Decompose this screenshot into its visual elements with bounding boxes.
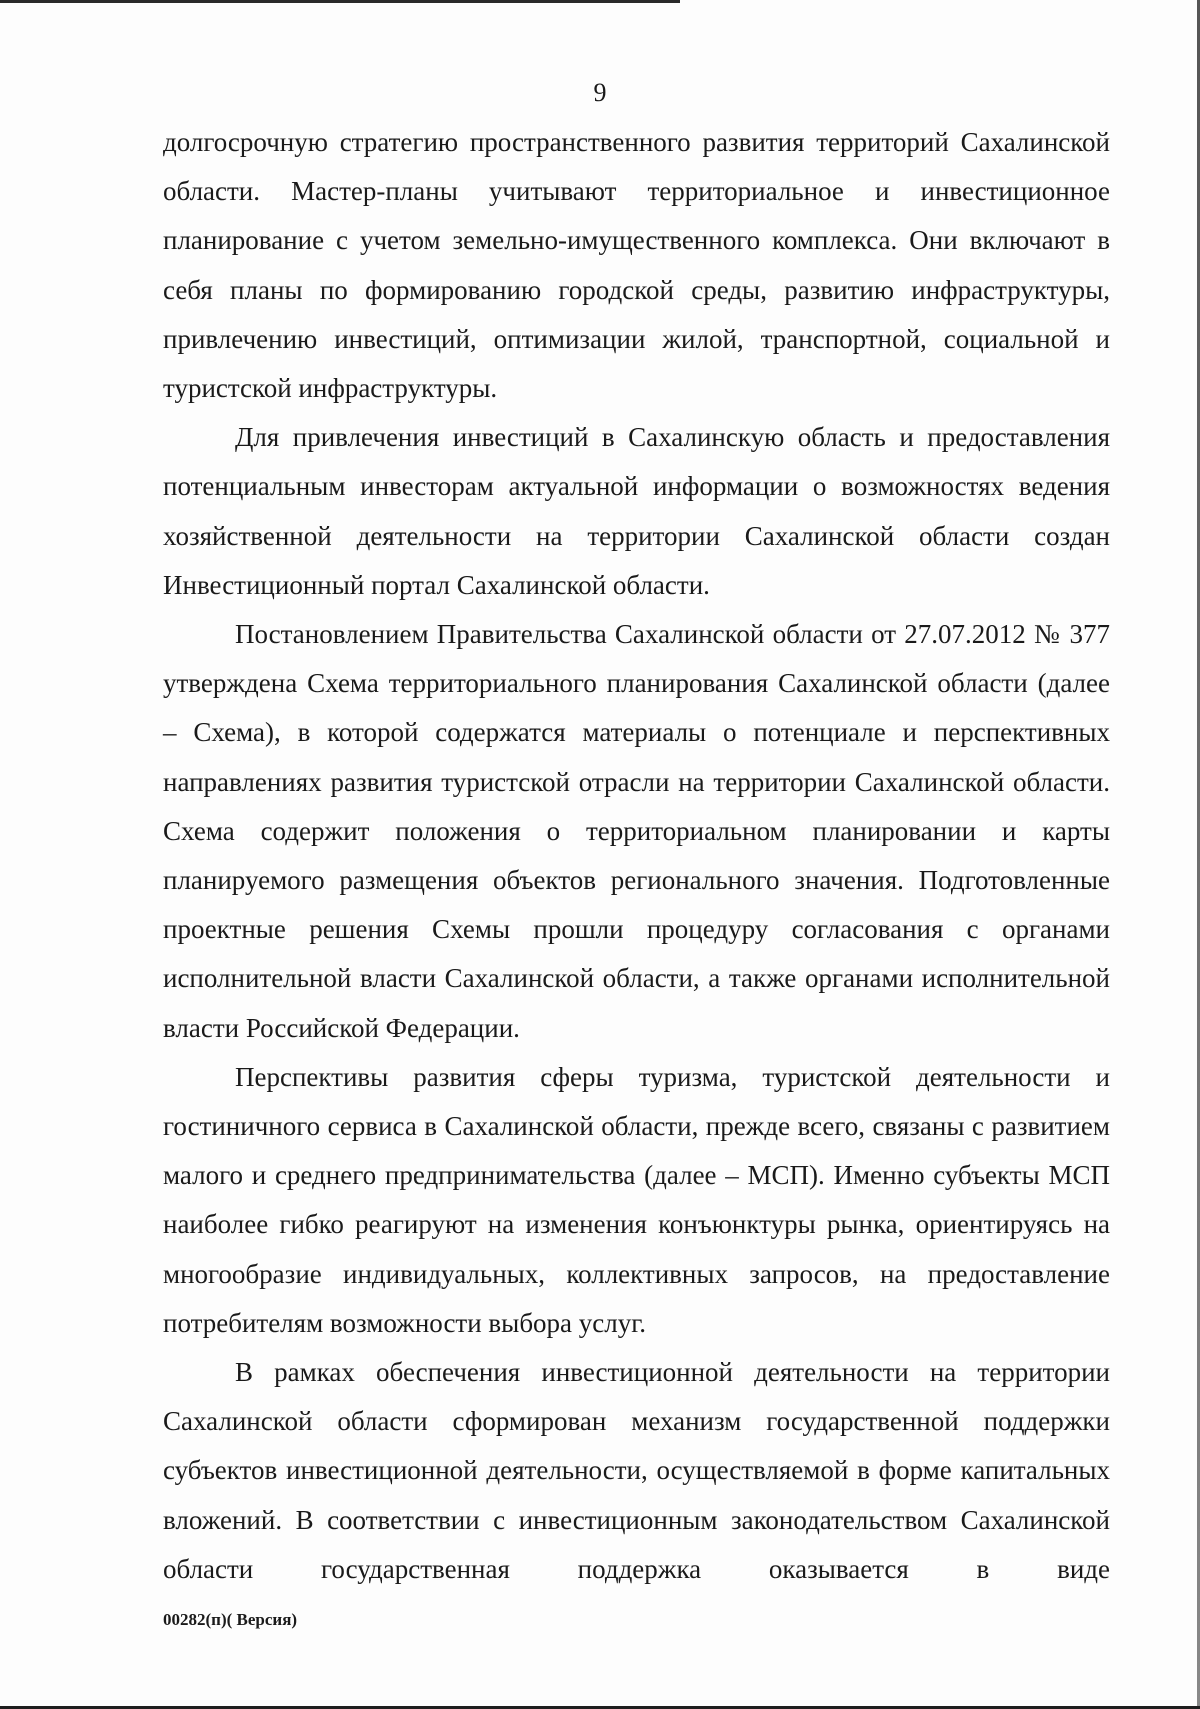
paragraph-continuation: долгосрочную стратегию пространственного развития территорий Сахалинской области. Мастер-планы учитывают территориальное и инвестиционное планирование с учетом земельно-имущественного комплекса. Они включают в себя планы по формированию городской среды, развитию инфраструктуры, привлечению инвестиций, оптимизации жилой, транспортной, социальной и туристской инфраструктуры. — [163, 127, 1110, 404]
scan-edge-top — [0, 0, 680, 3]
footer-document-code: 00282(п)( Версия) — [163, 1610, 298, 1629]
page-number: 9 — [593, 78, 607, 107]
paragraph-investment-portal: Для привлечения инвестиций в Сахалинскую область и предоставления потенциальным инвесторам актуальной информации о возможностях ведения хозяйственной деятельности на территории Сахалинской области создан Инвестиционный портал Сахалинской области. — [163, 422, 1110, 600]
document-body — [163, 118, 1110, 1594]
paragraph-state-support: В рамках обеспечения инвестиционной деятельности на территории Сахалинской области сформирован механизм государственной поддержки субъектов инвестиционной деятельности, осуществляемой в форме капитальных вложений. В соответствии с инвестиционным законодательством Сахалинской области государственная поддержка оказывается в виде — [163, 1357, 1110, 1584]
paragraph-territorial-planning-scheme: Постановлением Правительства Сахалинской области от 27.07.2012 № 377 утверждена Схема территориального планирования Сахалинской области (далее – Схема), в которой содержатся материалы о потенциале и перспективных направлениях развития туристской отрасли на территории Сахалинской области. Схема содержит положения о территориальном планировании и карты планируемого размещения объектов регионального значения. Подготовленные проектные решения Схемы прошли процедуру согласования с органами исполнительной власти Сахалинской области, а также органами исполнительной власти Российской Федерации. — [163, 619, 1110, 1043]
paragraph-tourism-prospects: Перспективы развития сферы туризма, туристской деятельности и гостиничного сервиса в Сахалинской области, прежде всего, связаны с развитием малого и среднего предпринимательства (далее – МСП). Именно субъекты МСП наиболее гибко реагируют на изменения конъюнктуры рынка, ориентируясь на многообразие индивидуальных, коллективных запросов, на предоставление потребителям возможности выбора услуг. — [163, 1061, 1110, 1338]
